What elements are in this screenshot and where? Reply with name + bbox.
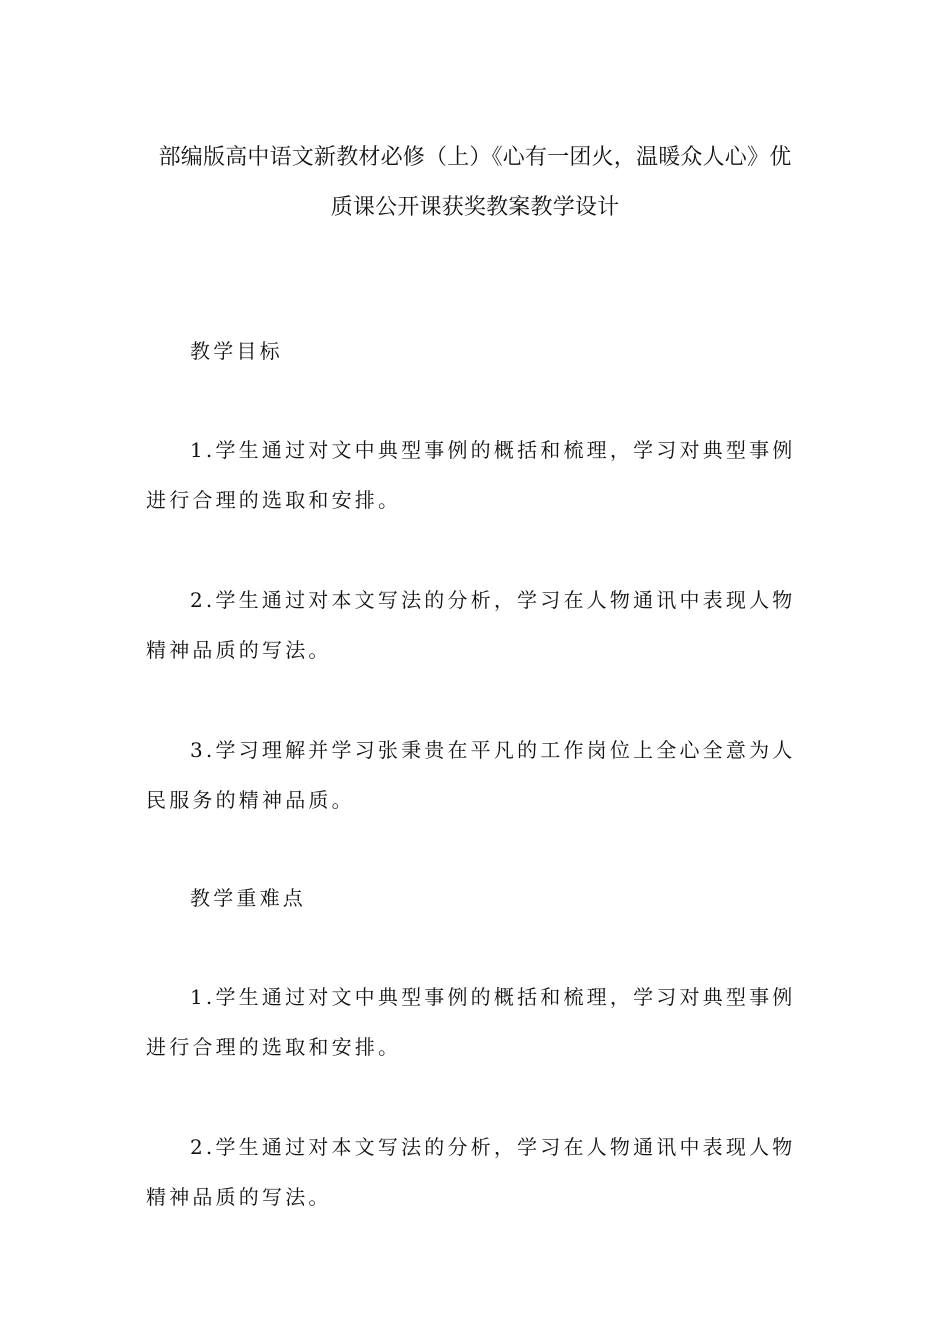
document-title xyxy=(120,133,830,233)
objective-item-2: 2.学生通过对本文写法的分析，学习在人物通讯中表现人物精神品质的写法。 xyxy=(146,588,796,662)
key-point-item-1: 1.学生通过对文中典型事例的概括和梳理，学习对典型事例进行合理的选取和安排。 xyxy=(146,985,796,1059)
key-point-item-2: 2.学生通过对本文写法的分析，学习在人物通讯中表现人物精神品质的写法。 xyxy=(146,1135,796,1209)
section-heading-objectives: 教学目标 xyxy=(190,339,283,363)
objective-item-1: 1.学生通过对文中典型事例的概括和梳理，学习对典型事例进行合理的选取和安排。 xyxy=(146,438,796,512)
objective-item-3: 3.学习理解并学习张秉贵在平凡的工作岗位上全心全意为人民服务的精神品质。 xyxy=(146,738,796,812)
title-line-1: 部编版高中语文新教材必修（上）《心有一团火，温暖众人心》优 xyxy=(158,145,792,170)
section-heading-key-points: 教学重难点 xyxy=(190,886,306,910)
title-line-2: 质课公开课获奖教案教学设计 xyxy=(330,195,620,220)
